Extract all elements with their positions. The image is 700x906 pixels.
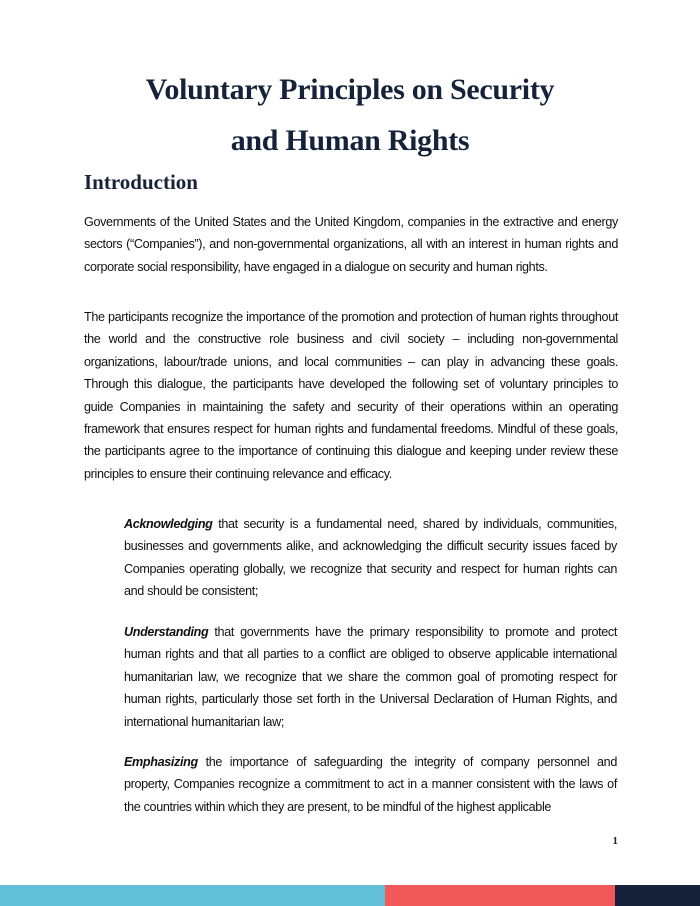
acknowledging-text: that security is a fundamental need, shared by individuals, communities, businesses and governments alike, and acknowledging the difficult security issues faced by Companies operating globally, we recognize that security and respect for human rights can and should be consistent; bbox=[124, 517, 617, 599]
intro-paragraph-2: The participants recognize the importance of the promotion and protection of human rights throughout the world and the constructive role business and civil society – including non-governmental organizations, labour/trade unions, and local communities – can play in advancing these goals. Through this dialogue, the participants have developed the following set of voluntary principles to guide Companies in maintaining the safety and security of their operations within an operating framework that ensures respect for human rights and fundamental freedoms. Mindful of these goals, the participants agree to the importance of continuing this dialogue and keeping under review these principles to ensure their continuing relevance and efficacy. bbox=[84, 310, 618, 481]
footer-band-navy bbox=[615, 885, 700, 906]
understanding-lead-word: Understanding bbox=[124, 625, 209, 639]
understanding-paragraph bbox=[124, 621, 617, 733]
understanding-text: that governments have the primary responsibility to promote and protect human rights and that all parties to a conflict are obliged to observe applicable international humanitarian law, we recognize that we share the common goal of promoting respect for human rights, particularly those set forth in the Universal Declaration of Human Rights, and international humanitarian law; bbox=[124, 625, 617, 729]
emphasizing-lead-word: Emphasizing bbox=[124, 755, 198, 769]
document-title-line-1: Voluntary Principles on Security bbox=[145, 73, 555, 106]
emphasizing-text: the importance of safeguarding the integrity of company personnel and property, Companies recognize a commitment to act in a manner consistent with the laws of the countries within which they are present, to be mindful of the highest applicable bbox=[124, 755, 617, 814]
section-heading-introduction: Introduction bbox=[84, 170, 198, 194]
acknowledging-paragraph bbox=[124, 513, 617, 603]
document-title-line-2: and Human Rights bbox=[230, 124, 470, 157]
page-number: 1 bbox=[612, 835, 618, 847]
footer-band-red bbox=[385, 885, 615, 906]
acknowledging-lead-word: Acknowledging bbox=[124, 517, 213, 531]
intro-paragraph-1: Governments of the United States and the United Kingdom, companies in the extractive and energy sectors (“Companies”), and non-governmental organizations, all with an interest in human rights and corporate social responsibility, have engaged in a dialogue on security and human rights. bbox=[84, 215, 618, 274]
footer-band-blue bbox=[0, 885, 385, 906]
emphasizing-paragraph bbox=[124, 751, 617, 818]
